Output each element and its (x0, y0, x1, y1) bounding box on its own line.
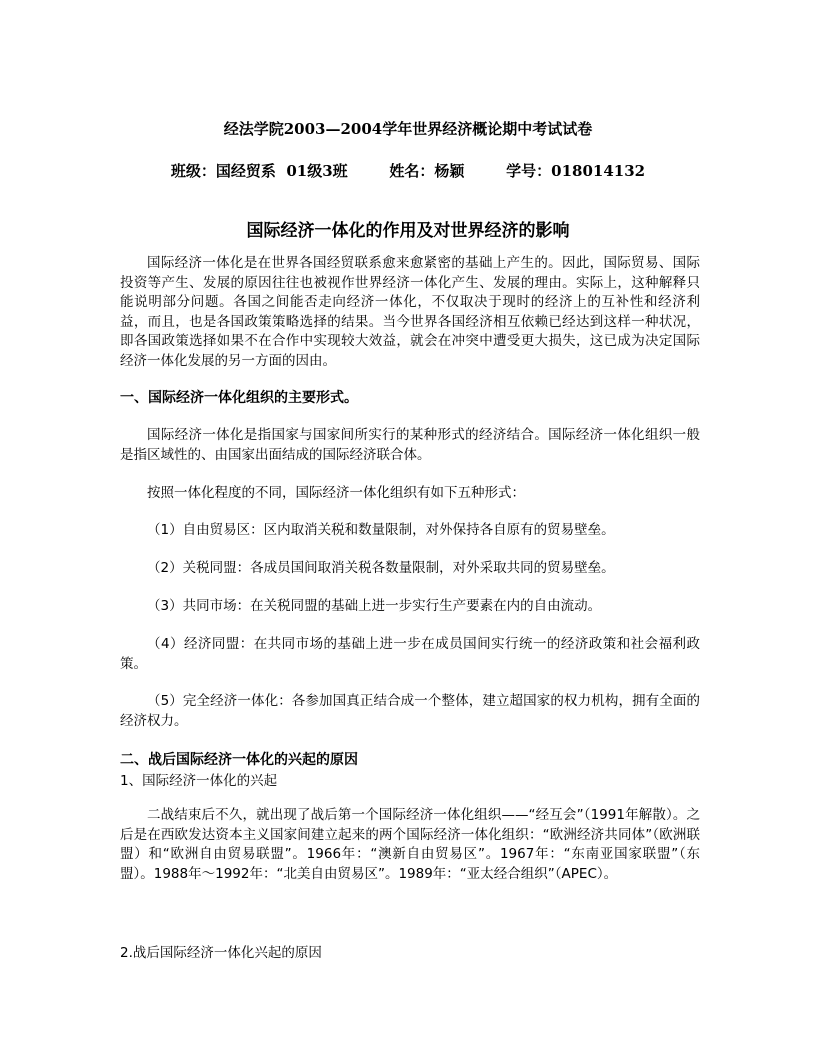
intro-paragraph: 国际经济一体化是在世界各国经贸联系愈来愈紧密的基础上产生的。因此，国际贸易、国际投资等产生、发展的原因往往也被视作世界经济一体化产生、发展的理由。实际上，这种解释只能说明部分问题。各国之间能否走向经济一体化，不仅取决于现时的经济上的互补性和经济利益，而且，也是各国政策策略选择的结果。当今世界各国经济相互依赖已经达到这样一种状况，即各国政策选择如果不在合作中实现较大效益，就会在冲突中遭受更大损失，这已成为决定国际经济一体化发展的另一方面的因由。 (120, 255, 700, 369)
essay-title: 国际经济一体化的作用及对世界经济的影响 (246, 221, 570, 241)
section-2-subheading-2: 2.战后国际经济一体化兴起的原因 (120, 945, 322, 961)
section-2-heading: 二、战后国际经济一体化的兴起的原因 (120, 752, 358, 768)
form-item-4: （4）经济同盟：在共同市场的基础上进一步在成员国间实行统一的经济政策和社会福利政策。 (120, 636, 700, 672)
exam-title: 经法学院2003—2004学年世界经济概论期中考试试卷 (223, 120, 593, 138)
form-item-5: （5）完全经济一体化：各参加国真正结合成一个整体，建立超国家的权力机构，拥有全面的经济权力。 (120, 693, 700, 729)
form-item-2: （2）关税同盟：各成员国间取消关税各数量限制，对外采取共同的贸易壁垒。 (147, 560, 615, 576)
section-2-paragraph-1: 二战结束后不久，就出现了战后第一个国际经济一体化组织——“经互会”（1991年解散）。之后是在西欧发达资本主义国家间建立起来的两个国际经济一体化组织：“欧洲经济共同体”（欧洲联盟）和“欧洲自由贸易联盟”。1966年：“澳新自由贸易区”。1967年：“东南亚国家联盟”（东盟）。1988年～1992年：“北美自由贸易区”。1989年：“亚太经合组织”（APEC）。 (120, 807, 700, 882)
form-item-3: （3）共同市场：在关税同盟的基础上进一步实行生产要素在内的自由流动。 (147, 598, 602, 614)
section-1-paragraph-2: 按照一体化程度的不同，国际经济一体化组织有如下五种形式： (147, 485, 525, 501)
form-item-1: （1）自由贸易区：区内取消关税和数量限制，对外保持各自原有的贸易壁垒。 (147, 522, 615, 538)
section-1-paragraph-1: 国际经济一体化是指国家与国家间所实行的某种形式的经济结合。国际经济一体化组织一般是指区域性的、由国家出面结成的国际经济联合体。 (120, 427, 700, 463)
section-1-heading: 一、国际经济一体化组织的主要形式。 (120, 390, 358, 406)
student-info-line: 班级：国经贸系 01级3班 姓名：杨颖 学号：018014132 (170, 162, 646, 180)
section-2-subheading-1: 1、国际经济一体化的兴起 (120, 773, 278, 789)
